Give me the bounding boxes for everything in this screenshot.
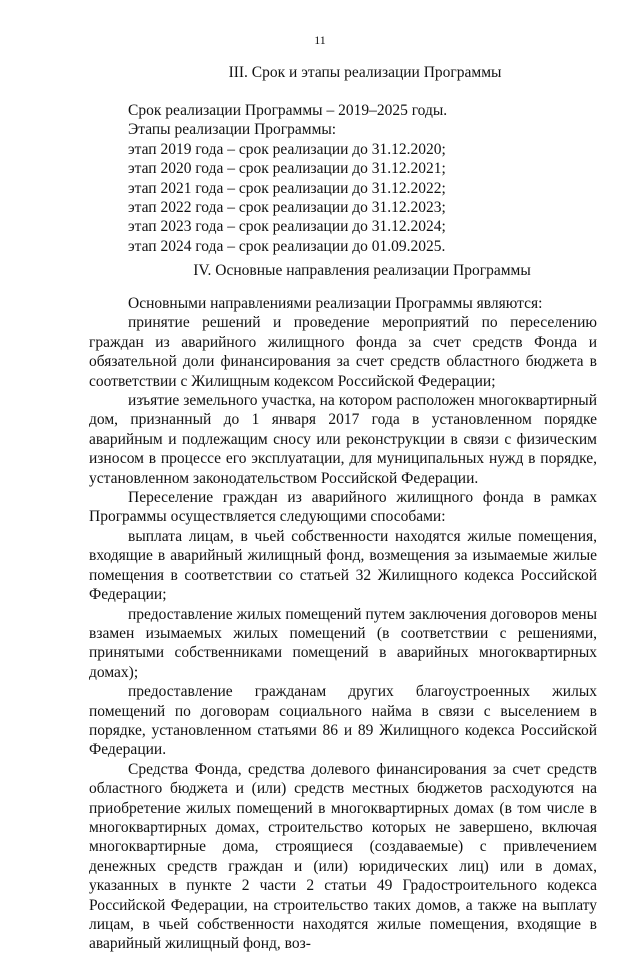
stage-line: этап 2022 года – срок реализации до 31.12.2023; [128,199,446,217]
program-terms-list [128,101,447,256]
terms-line: Срок реализации Программы – 2019–2025 годы. [128,102,448,119]
paragraph: предоставление гражданам других благоустроенных жилых помещений по договорам социального найма в связи с выселением в порядке, установленном статьями 86 и 89 Жилищного кодекса Российской Федерации. [89,683,597,759]
section-4-heading: IV. Основные направления реализации Программы [193,262,531,279]
stage-line: этап 2021 года – срок реализации до 31.12.2022; [128,179,446,197]
terms-line: Этапы реализации Программы: [128,121,337,139]
section-3-heading: III. Срок и этапы реализации Программы [228,64,502,81]
paragraph: Переселение граждан из аварийного жилищного фонда в рамках Программы осуществляется следующими способами: [89,489,597,526]
stage-line: этап 2024 года – срок реализации до 01.09.2025. [128,237,446,255]
paragraph: Средства Фонда, средства долевого финансирования за счет средств областного бюджета и (или) средств местных бюджетов расходуются на приобретение жилых помещений в многоквартирных домах (в том числе в многоквартирных домах, строительство которых не завершено, включая многоквартирные дома, строящиеся (создаваемые) с привлечением денежных средств граждан и (или) юридических лиц) или в домах, указанных в пункте 2 части 2 статьи 49 Градостроительного кодекса Российской Федерации, на строительство таких домов, а также на выплату лицам, в чьей собственности находятся жилые помещения, входящие в аварийный жилищный фонд, воз- [89,760,597,953]
paragraph: изъятие земельного участка, на котором расположен многоквартирный дом, признанный до 1 января 2017 года в установленном порядке аварийным и подлежащим сносу или реконструкции в связи с физическим износом в процессе его эксплуатации, для муниципальных нужд в порядке, установленном законодательством Российской Федерации. [89,392,597,487]
section-4-body [89,294,597,954]
paragraph: предоставление жилых помещений путем заключения договоров мены взамен изымаемых жилых помещений (в соответствии с решениями, принятыми собственниками помещений в аварийных многоквартирных домах); [89,605,597,681]
paragraph: принятие решений и проведение мероприятий по переселению граждан из аварийного жилищного фонда за счет средств Фонда и обязательной доли финансирования за счет средств областного бюджета в соответствии с Жилищным кодексом Российской Федерации; [89,314,597,390]
page-number: 11 [314,33,326,47]
stage-line: этап 2023 года – срок реализации до 31.12.2024; [128,218,446,236]
paragraph: Основными направлениями реализации Программы являются: [128,295,543,312]
stage-line: этап 2020 года – срок реализации до 31.12.2021; [128,160,446,178]
stage-line: этап 2019 года – срок реализации до 31.12.2020; [128,140,446,158]
paragraph: выплата лицам, в чьей собственности находятся жилые помещения, входящие в аварийный жилищный фонд, возмещения за изымаемые жилые помещения в соответствии со статьей 32 Жилищного кодекса Российской Федерации; [89,527,597,604]
